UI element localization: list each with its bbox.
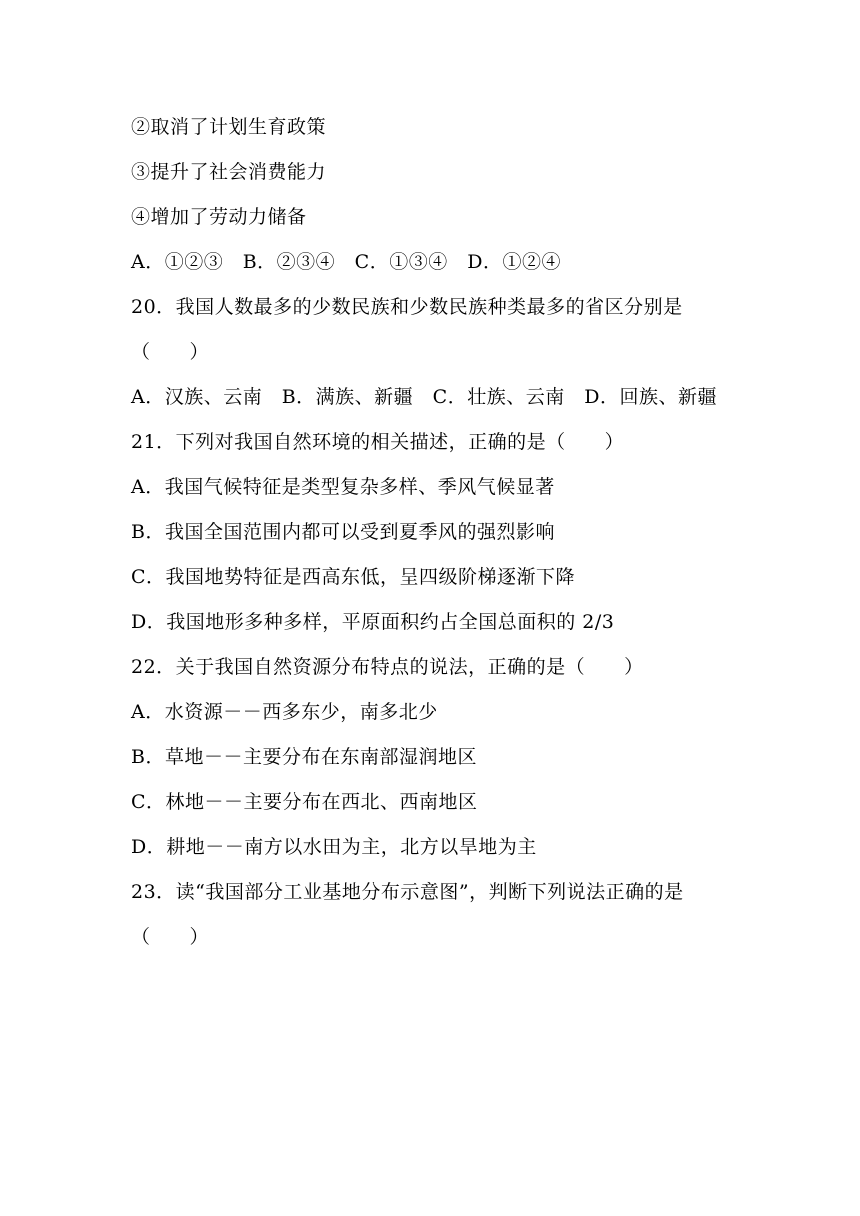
option-statement-4: ④增加了劳动力储备 [131,206,307,228]
q22-choice-d: D．耕地－－南方以水田为主，北方以旱地为主 [131,836,537,858]
q22-choice-a: A．水资源－－西多东少，南多北少 [131,701,438,723]
q20-choices: A．汉族、云南 B．满族、新疆 C．壮族、云南 D．回族、新疆 [131,386,717,408]
q20-answer-blank: （ ） [131,341,210,363]
q21-choice-d: D．我国地形多种多样，平原面积约占全国总面积的 2/3 [131,611,615,633]
q21-stem: 21．下列对我国自然环境的相关描述，正确的是（ ） [131,431,625,453]
q21-choice-b: B．我国全国范围内都可以受到夏季风的强烈影响 [131,521,555,543]
q22-stem: 22．关于我国自然资源分布特点的说法，正确的是（ ） [131,656,644,678]
q19-choices: A．①②③ B．②③④ C．①③④ D．①②④ [131,251,561,273]
q21-choice-a: A．我国气候特征是类型复杂多样、季风气候显著 [131,476,555,498]
q23-answer-blank: （ ） [131,926,210,948]
option-statement-2: ②取消了计划生育政策 [131,116,327,138]
q21-choice-c: C．我国地势特征是西高东低，呈四级阶梯逐渐下降 [131,566,576,588]
option-statement-3: ③提升了社会消费能力 [131,161,327,183]
q23-stem: 23．读“我国部分工业基地分布示意图”，判断下列说法正确的是 [131,881,684,903]
q22-choice-b: B．草地－－主要分布在东南部湿润地区 [131,746,477,768]
q20-stem: 20．我国人数最多的少数民族和少数民族种类最多的省区分别是 [131,296,683,318]
q22-choice-c: C．林地－－主要分布在西北、西南地区 [131,791,478,813]
